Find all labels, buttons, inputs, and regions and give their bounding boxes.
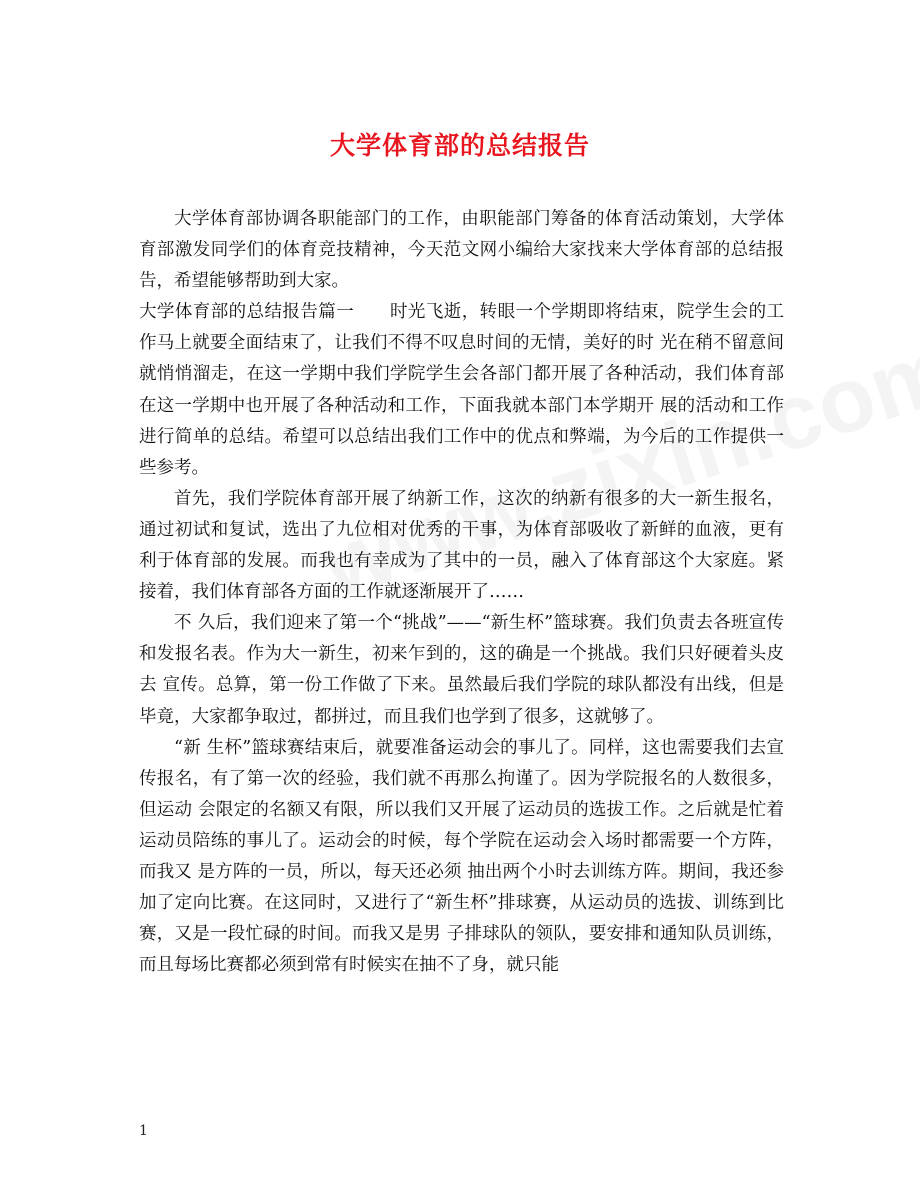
paragraph-recruitment: 首先，我们学院体育部开展了纳新工作，这次的纳新有很多的大一新生报名，通过初试和复试，选出了九位相对优秀的干事，为体育部吸收了新鲜的血液，更有利于体育部的发展。而我也有幸成为了其中的一员，融入了体育部这个大家庭。紧接着，我们体育部各方面的工作就逐渐展开了…… [139, 488, 784, 603]
page-number: 1 [139, 1123, 148, 1139]
paragraph-section-one: 大学体育部的总结报告篇一 时光飞逝，转眼一个学期即将结束，院学生会的工作马上就要全面结束了，让我们不得不叹息时间的无情，美好的时 光在稍不留意间就悄悄溜走，在这一学期中我们学院学生会各部门都开展了各种活动，我们体育部在这一学期中也开展了各种活动和工作，下面我就本部门本学期开 展的活动和工作进行简单的总结。希望可以总结出我们工作中的优点和弊端，为今后的工作提供一些参考。 [139, 302, 784, 478]
document-title: 大学体育部的总结报告 [329, 131, 590, 160]
paragraph-basketball: 不 久后，我们迎来了第一个“挑战”——“新生杯”篮球赛。我们负责去各班宣传和发报名表。作为大一新生，初来乍到的，这的确是一个挑战。我们只好硬着头皮去 宣传。总算，第一份工作做了下来。虽然最后我们学院的球队都没有出线，但是毕竟，大家都争取过，都拼过，而且我们也学到了很多，这就够了。 [139, 613, 784, 727]
document-body [139, 204, 784, 981]
paragraph-intro: 大学体育部协调各职能部门的工作，由职能部门筹备的体育活动策划，大学体育部激发同学们的体育竞技精神，今天范文网小编给大家找来大学体育部的总结报告，希望能够帮助到大家。 [139, 209, 784, 292]
paragraph-sports-meet: “新 生杯”篮球赛结束后，就要准备运动会的事儿了。同样，这也需要我们去宣传报名，有了第一次的经验，我们就不再那么拘谨了。因为学院报名的人数很多，但运动 会限定的名额又有限，所以我们又开展了运动员的选拔工作。之后就是忙着运动员陪练的事儿了。运动会的时候，每个学院在运动会入场时都需要一个方阵，而我又 是方阵的一员，所以，每天还必须 抽出两个小时去训练方阵。期间，我还参加了定向比赛。在这同时，又进行了“新生杯”排球赛，从运动员的选拔、训练到比赛，又是一段忙碌的时间。而我又是男 子排球队的领队，要安排和通知队员训练，而且每场比赛都必须到常有时候实在抽不了身，就只能 [139, 737, 784, 976]
